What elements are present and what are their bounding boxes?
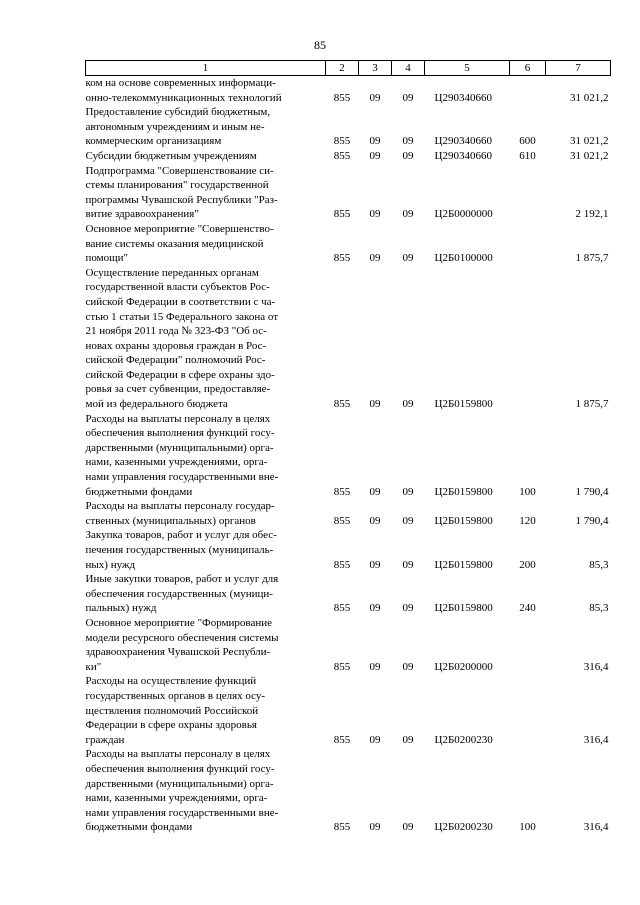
row-name-line: Закупка товаров, работ и услуг для обес-	[85, 529, 277, 542]
expense-type-code	[510, 76, 546, 106]
section-code: 09	[369, 660, 381, 673]
expense-type-code: 120	[519, 514, 536, 527]
row-name-line: мой из федерального бюджета	[85, 398, 228, 411]
ministry-code: 855	[333, 208, 351, 221]
ministry-code: 855	[333, 602, 351, 615]
section-code: 09	[369, 208, 381, 221]
row-name	[86, 616, 326, 674]
column-header-1: 1	[86, 61, 326, 76]
row-name-line: Осуществление переданных органам	[85, 266, 259, 279]
table-row	[86, 747, 611, 835]
ministry-code: 855	[333, 733, 351, 746]
column-header-2: 2	[326, 61, 359, 76]
target-item-code: Ц2Б0100000	[434, 252, 493, 265]
row-name-line: граждан	[85, 733, 125, 746]
target-item-code: Ц2Б0200000	[434, 660, 493, 673]
row-name-line: коммерческим организациям	[85, 135, 222, 148]
row-name-line: нами управления государственными вне-	[85, 471, 279, 484]
row-name-line: бюджетными фондами	[85, 485, 193, 498]
target-item-code: Ц290340660	[434, 149, 492, 162]
subsection-code: 09	[402, 558, 414, 571]
row-name-line: сийской Федерации" полномочий Рос-	[85, 354, 266, 367]
target-item-code: Ц290340660	[434, 135, 492, 148]
section-code: 09	[369, 91, 381, 104]
subsection-code: 09	[402, 91, 414, 104]
subsection-code: 09	[402, 135, 414, 148]
row-name-line: Предоставление субсидий бюджетным,	[85, 106, 271, 119]
ministry-code: 855	[333, 558, 351, 571]
row-name-line: ком на основе современных информаци-	[85, 77, 276, 89]
row-name-line: Подпрограмма "Совершенствование си-	[85, 164, 274, 177]
subsection-code: 09	[402, 660, 414, 673]
row-name-line: нами, казенными учреждениями, орга-	[85, 456, 268, 469]
expense-type-code	[510, 222, 546, 266]
row-name-line: ществления полномочий Российской	[85, 704, 259, 717]
ministry-code: 855	[333, 252, 351, 265]
target-item-code: Ц2Б0000000	[434, 208, 493, 221]
row-name-line: модели ресурсного обеспечения системы	[85, 631, 279, 644]
row-name-line: сийской Федерации в соответствии с ча-	[85, 295, 276, 308]
table-row	[86, 149, 611, 164]
table-row	[86, 674, 611, 747]
subsection-code: 09	[402, 514, 414, 527]
row-name-line: бюджетными фондами	[85, 821, 193, 834]
row-name-line: обеспечения выполнения функций госу-	[85, 427, 275, 440]
column-header-6: 6	[510, 61, 546, 76]
row-name-line: нами управления государственными вне-	[85, 806, 279, 819]
amount: 85,3	[589, 558, 609, 571]
row-name-line: ных) нужд	[85, 558, 136, 571]
row-name-line: вание системы оказания медицинской	[85, 237, 264, 250]
row-name	[86, 105, 326, 149]
subsection-code: 09	[402, 485, 414, 498]
row-name-line: онно-телекоммуникационных технологий	[85, 91, 282, 104]
table-row	[86, 105, 611, 149]
table-row	[86, 572, 611, 616]
row-name-line: пальных) нужд	[85, 602, 157, 615]
table-row	[86, 76, 611, 106]
row-name-line: ровья за счет субвенции, предоставляе-	[85, 383, 271, 396]
expense-type-code: 100	[519, 821, 536, 834]
section-code: 09	[369, 252, 381, 265]
section-code: 09	[369, 485, 381, 498]
row-name-line: Федерации в сфере охраны здоровья	[85, 719, 257, 732]
amount: 316,4	[583, 821, 609, 834]
table-row	[86, 164, 611, 222]
amount: 1 875,7	[575, 398, 609, 411]
column-header-5: 5	[425, 61, 510, 76]
subsection-code: 09	[402, 821, 414, 834]
row-name-line: новах охраны здоровья граждан в Рос-	[85, 339, 267, 352]
row-name-line: обеспечения выполнения функций госу-	[85, 762, 275, 775]
expense-type-code: 610	[519, 149, 536, 162]
amount: 31 021,2	[570, 91, 609, 104]
row-name-line: ственных (муниципальных) органов	[85, 514, 256, 527]
ministry-code: 855	[333, 398, 351, 411]
row-name	[86, 76, 326, 106]
amount: 31 021,2	[570, 135, 609, 148]
row-name-line: Основное мероприятие "Формирование	[85, 616, 273, 629]
section-code: 09	[369, 149, 381, 162]
ministry-code: 855	[333, 660, 351, 673]
page-number: 85	[314, 38, 326, 52]
amount: 1 875,7	[575, 252, 609, 265]
row-name	[86, 499, 326, 528]
amount: 1 790,4	[575, 514, 609, 527]
column-header-4: 4	[392, 61, 425, 76]
subsection-code: 09	[402, 602, 414, 615]
row-name-line: 21 ноября 2011 года № 323-ФЗ "Об ос-	[85, 325, 267, 338]
row-name-line: витие здравоохранения"	[85, 208, 199, 221]
ministry-code: 855	[333, 821, 351, 834]
section-code: 09	[369, 398, 381, 411]
expense-type-code: 240	[519, 602, 536, 615]
ministry-code: 855	[333, 514, 351, 527]
budget-table	[85, 60, 611, 835]
row-name-line: Расходы на осуществление функций	[85, 675, 257, 688]
target-item-code: Ц2Б0200230	[434, 821, 493, 834]
section-code: 09	[369, 558, 381, 571]
table-row	[86, 528, 611, 572]
expense-type-code: 600	[519, 135, 536, 148]
target-item-code: Ц290340660	[434, 91, 492, 104]
amount: 2 192,1	[575, 208, 609, 221]
row-name-line: Расходы на выплаты персоналу в целях	[85, 748, 271, 761]
amount: 316,4	[583, 733, 609, 746]
target-item-code: Ц2Б0159800	[434, 558, 493, 571]
subsection-code: 09	[402, 208, 414, 221]
row-name-line: ки"	[85, 660, 102, 673]
row-name-line: Основное мероприятие "Совершенство-	[85, 222, 274, 235]
row-name	[86, 266, 326, 412]
expense-type-code	[510, 164, 546, 222]
amount: 316,4	[583, 660, 609, 673]
ministry-code: 855	[333, 135, 351, 148]
expense-type-code: 200	[519, 558, 536, 571]
row-name-line: дарственными (муниципальными) орга-	[85, 441, 274, 454]
row-name-line: Субсидии бюджетным учреждениям	[85, 149, 257, 162]
row-name-line: программы Чувашской Республики "Раз-	[85, 193, 278, 206]
row-name-line: печения государственных (муниципаль-	[85, 544, 274, 556]
table-row	[86, 222, 611, 266]
expense-type-code	[510, 266, 546, 412]
row-name-line: Иные закупки товаров, работ и услуг для	[85, 573, 279, 586]
row-name	[86, 528, 326, 572]
row-name-line: Расходы на выплаты персоналу в целях	[85, 412, 271, 425]
expense-type-code	[510, 674, 546, 747]
target-item-code: Ц2Б0159800	[434, 485, 493, 498]
section-code: 09	[369, 733, 381, 746]
subsection-code: 09	[402, 733, 414, 746]
table-body	[86, 76, 611, 835]
column-header-3: 3	[359, 61, 392, 76]
row-name-line: здравоохранения Чувашской Республи-	[85, 646, 271, 659]
target-item-code: Ц2Б0159800	[434, 514, 493, 527]
row-name-line: нами, казенными учреждениями, орга-	[85, 792, 268, 805]
row-name	[86, 674, 326, 747]
row-name	[86, 164, 326, 222]
ministry-code: 855	[333, 149, 351, 162]
row-name	[86, 747, 326, 835]
row-name-line: помощи"	[85, 252, 128, 265]
amount: 1 790,4	[575, 485, 609, 498]
column-header-7: 7	[546, 61, 611, 76]
amount: 31 021,2	[570, 149, 609, 162]
table-row	[86, 616, 611, 674]
row-name-line: автономным учреждениям и иным не-	[85, 120, 265, 133]
ministry-code: 855	[333, 485, 351, 498]
section-code: 09	[369, 602, 381, 615]
target-item-code: Ц2Б0159800	[434, 398, 493, 411]
subsection-code: 09	[402, 149, 414, 162]
row-name-line: Расходы на выплаты персоналу государ-	[85, 500, 275, 513]
row-name	[86, 572, 326, 616]
amount: 85,3	[589, 602, 609, 615]
table-row	[86, 412, 611, 500]
column-header-row	[86, 61, 611, 76]
row-name	[86, 412, 326, 500]
table-row	[86, 266, 611, 412]
row-name-line: обеспечения государственных (муници-	[85, 587, 273, 600]
subsection-code: 09	[402, 252, 414, 265]
row-name-line: государственных органов в целях осу-	[85, 689, 266, 702]
subsection-code: 09	[402, 398, 414, 411]
expense-type-code: 100	[519, 485, 536, 498]
row-name	[86, 222, 326, 266]
ministry-code: 855	[333, 91, 351, 104]
row-name-line: стемы планирования" государственной	[85, 179, 269, 192]
section-code: 09	[369, 514, 381, 527]
row-name	[86, 149, 326, 164]
row-name-line: государственной власти субъектов Рос-	[85, 281, 270, 294]
target-item-code: Ц2Б0200230	[434, 733, 493, 746]
section-code: 09	[369, 821, 381, 834]
table-row	[86, 499, 611, 528]
row-name-line: стью 1 статьи 15 Федерального закона от	[85, 310, 279, 323]
row-name-line: сийской Федерации в сфере охраны здо-	[85, 368, 275, 381]
target-item-code: Ц2Б0159800	[434, 602, 493, 615]
expense-type-code	[510, 616, 546, 674]
row-name-line: дарственными (муниципальными) орга-	[85, 777, 274, 790]
section-code: 09	[369, 135, 381, 148]
